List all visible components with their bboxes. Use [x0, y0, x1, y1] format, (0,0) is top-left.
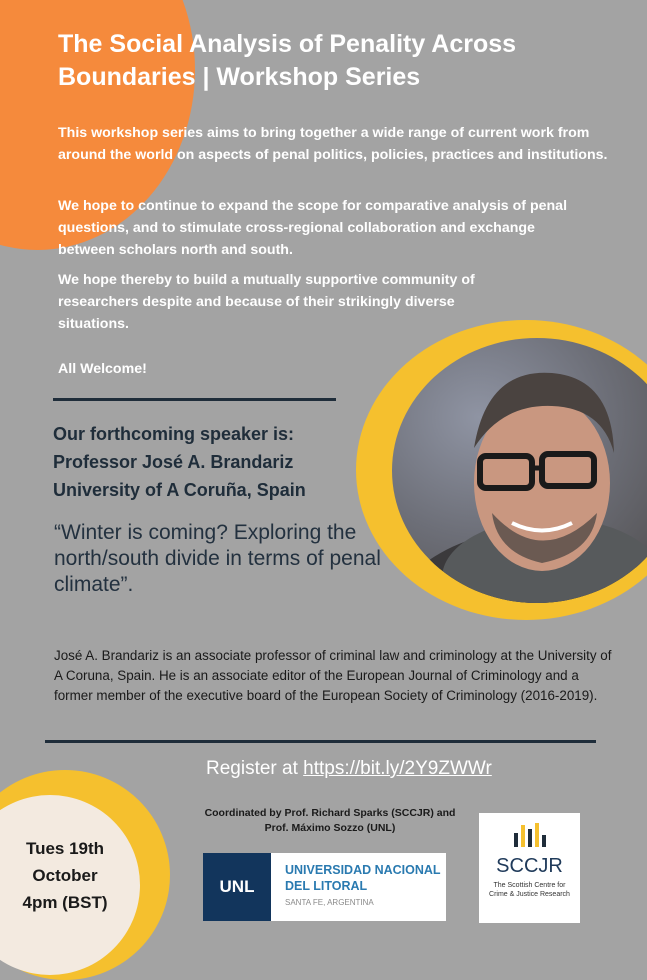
intro-paragraph-2: We hope to continue to expand the scope for comparative analysis of penal questions, and to stimulate cross-regional collaboration and exchange between scholars north and south. [58, 198, 568, 258]
event-time: 4pm (BST) [22, 893, 108, 912]
unl-logo [203, 853, 446, 921]
bio-divider [45, 740, 596, 743]
intro-paragraph-1: This workshop series aims to bring together a wide range of current work from around the world on aspects of penal politics, policies, practices and institutions. [58, 125, 608, 163]
sccjr-logo [479, 813, 580, 923]
event-date [10, 835, 120, 916]
sccjr-name: SCCJR [496, 855, 563, 877]
unl-name-line-1: UNIVERSIDAD NACIONAL [285, 863, 441, 877]
speaker-affiliation: University of A Coruña, Spain [53, 480, 306, 500]
speaker-name: Professor José A. Brandariz [53, 452, 294, 472]
intro-paragraph-3: We hope thereby to build a mutually supportive community of researchers despite and because of their strikingly diverse situations. [58, 272, 475, 332]
page-title: The Social Analysis of Penality Across Boundaries | Workshop Series [58, 30, 517, 91]
speaker-intro: Our forthcoming speaker is: [53, 424, 295, 444]
sccjr-bars-icon [479, 823, 580, 847]
register-link[interactable]: https://bit.ly/2Y9ZWWr [303, 758, 492, 779]
register-label: Register at [206, 758, 304, 779]
coordinators-line-1: Coordinated by Prof. Richard Sparks (SCCJR) and [204, 807, 456, 819]
sccjr-subtitle: The Scottish Centre for Crime & Justice Research [489, 882, 570, 898]
unl-name-line-2: DEL LITORAL [285, 879, 368, 893]
coordinators [185, 806, 475, 836]
event-month: October [32, 866, 98, 885]
welcome-text: All Welcome! [58, 361, 147, 377]
unl-location: SANTA FE, ARGENTINA [285, 898, 374, 907]
event-day: Tues 19th [25, 839, 105, 858]
talk-title: “Winter is coming? Exploring the north/south divide in terms of penal climate”. [54, 521, 381, 596]
unl-mark: UNL [203, 853, 271, 921]
coordinators-line-2: Prof. Máximo Sozzo (UNL) [264, 822, 396, 834]
speaker-divider [53, 398, 336, 401]
speaker-bio: José A. Brandariz is an associate professor of criminal law and criminology at the University of A Coruna, Spain. He is an associate editor of the European Journal of Criminology and a former member of the executive board of the European Society of Criminology (2016-2019). [54, 648, 612, 703]
speaker-block [53, 420, 373, 504]
register-line [206, 758, 492, 780]
